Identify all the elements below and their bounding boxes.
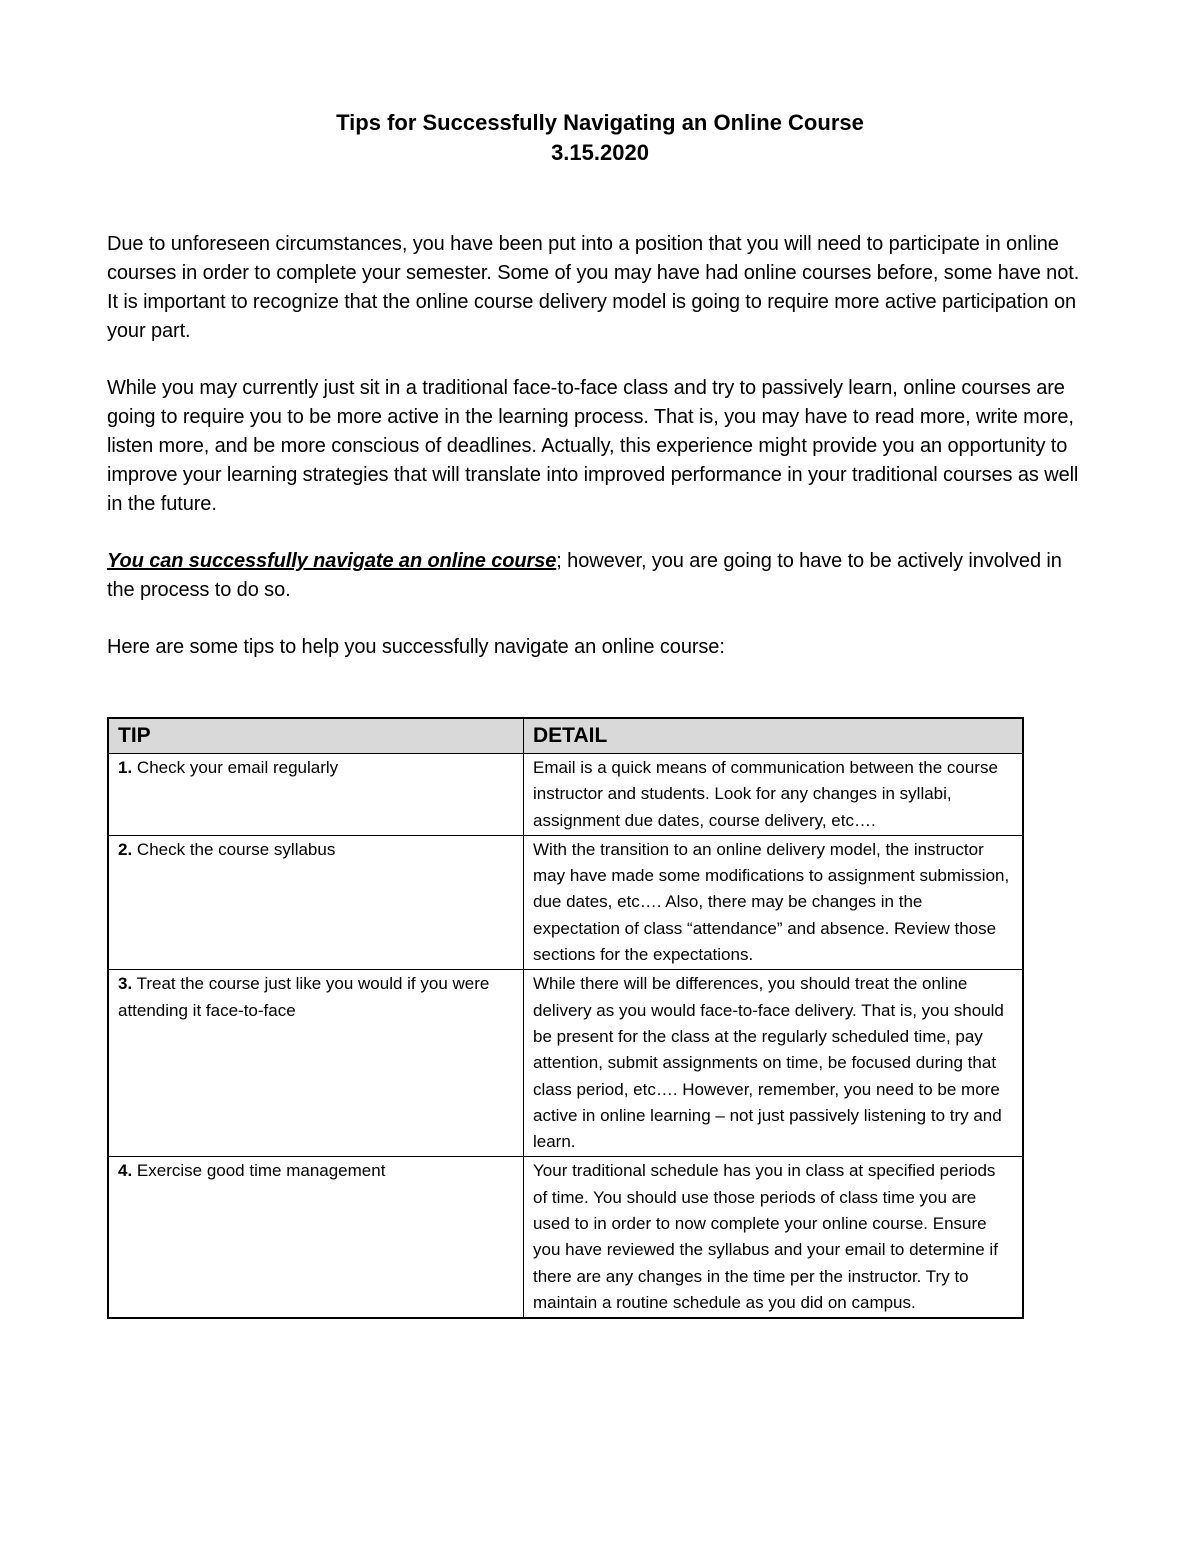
table-row (108, 754, 1023, 836)
tip-text: Check the course syllabus (132, 839, 336, 859)
table-row (108, 835, 1023, 969)
tip-number: 3. (118, 974, 133, 994)
header-tip: TIP (108, 718, 524, 754)
tip-number: 2. (118, 839, 133, 859)
detail-cell: Your traditional schedule has you in class at specified periods of time. You should use those periods of class time you are used to in order to now complete your online course. Ensure you have reviewed the syllabus and your email to determine if there are any changes in the time per the instructor. Try to maintain a routine schedule as you did on campus. (524, 1157, 1024, 1318)
tip-cell (108, 835, 524, 969)
tip-cell (108, 754, 524, 836)
table-row (108, 1157, 1023, 1318)
online-learning-paragraph: While you may currently just sit in a traditional face-to-face class and try to passively learn, online courses are going to require you to be more active in the learning process. That is, you may have to read more, write more, listen more, and be more conscious of deadlines. Actually, this experience might provide you an opportunity to improve your learning strategies that will translate into improved performance in your traditional courses as well in the future. (107, 377, 1079, 515)
document-date: 3.15.2020 (551, 140, 649, 165)
detail-cell: Email is a quick means of communication between the course instructor and students. Look for any changes in syllabi, assignment due dates, course delivery, etc…. (524, 754, 1024, 836)
table-row (108, 970, 1023, 1157)
intro-paragraph: Due to unforeseen circumstances, you have been put into a position that you will need to participate in online courses in order to complete your semester. Some of you may have had online courses before, some have not. It is important to recognize that the online course delivery model is going to require more active participation on your part. (107, 233, 1080, 342)
tip-cell (108, 970, 524, 1157)
detail-cell: With the transition to an online delivery model, the instructor may have made some modifications to assignment submission, due dates, etc…. Also, there may be changes in the expectation of class “attendance” and absence. Review those sections for the expectations. (524, 835, 1024, 969)
tip-text: Exercise good time management (132, 1161, 386, 1181)
encouragement-paragraph (107, 547, 1093, 605)
detail-cell: While there will be differences, you should treat the online delivery as you would face-to-face delivery. That is, you should be present for the class at the regularly scheduled time, pay attention, submit assignments on time, be focused during that class period, etc…. However, remember, you need to be more active in online learning – not just passively listening to try and learn. (524, 970, 1024, 1157)
tips-table (107, 717, 1024, 1319)
tip-number: 4. (118, 1161, 133, 1181)
encouragement-rest: ; however, you are going to have to be actively involved in the process to do so. (107, 550, 1062, 601)
tips-intro-paragraph: Here are some tips to help you successfully navigate an online course: (107, 636, 725, 658)
header-detail: DETAIL (524, 718, 1024, 754)
tip-number: 1. (118, 758, 133, 777)
table-header-row (108, 718, 1023, 754)
title-block (107, 108, 1093, 168)
tip-cell (108, 1157, 524, 1318)
tip-text: Treat the course just like you would if you were attending it face-to-face (118, 974, 490, 1020)
document-title: Tips for Successfully Navigating an Online Course (336, 110, 864, 135)
tip-text: Check your email regularly (132, 758, 339, 777)
encouragement-emphasis: You can successfully navigate an online course (107, 550, 557, 572)
